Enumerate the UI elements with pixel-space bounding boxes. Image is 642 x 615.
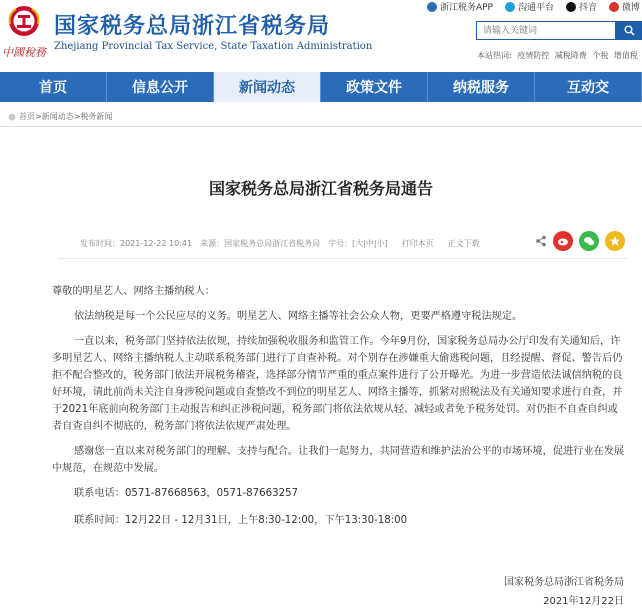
toplink-chat[interactable]: 沟通平台 xyxy=(505,0,554,13)
top-links xyxy=(427,0,640,13)
logo-script: 中國稅務 xyxy=(2,46,46,59)
home-icon xyxy=(8,113,16,121)
paragraph: 感谢您一直以来对税务部门的理解、支持与配合。让我们一起努力，共同营造和维护法治公平的市场环境，促进行业在发展中规范，在规范中发展。 xyxy=(52,446,625,474)
share-icon[interactable] xyxy=(535,235,547,247)
nav-interaction[interactable]: 互动交 xyxy=(535,72,642,102)
article-title: 国家税务总局浙江省税务局通告 xyxy=(208,179,433,198)
weibo-icon xyxy=(609,2,619,12)
article-source: 来源：国家税务总局浙江省税务局 xyxy=(200,239,321,248)
site-title[interactable]: 国家税务总局浙江省税务局 xyxy=(54,14,331,39)
nav-home[interactable]: 首页 xyxy=(0,72,107,102)
hot-words: 本站热词: 疫情防控 减税降费 个税 增值税 xyxy=(477,51,638,60)
sign-org: 国家税务总局浙江省税务局 xyxy=(504,577,624,588)
toplink-tiktok[interactable]: 抖音 xyxy=(566,0,597,13)
wechat-share-icon[interactable] xyxy=(579,231,599,251)
hotword-link[interactable]: 疫情防控 xyxy=(517,51,550,60)
breadcrumb xyxy=(8,111,112,122)
contact-hours: 联系时间：12月22日 - 12月31日，上午8:30-12:00，下午13:30-18:00 xyxy=(74,515,408,526)
search-button[interactable] xyxy=(616,21,642,40)
site-header xyxy=(0,0,642,72)
hotword-link[interactable]: 增值税 xyxy=(613,51,638,60)
paragraph: 依法纳税是每一个公民应尽的义务。明星艺人、网络主播等社会公众人物，更要严格遵守税法规定。 xyxy=(74,311,523,322)
breadcrumb-path[interactable]: 首页>新闻动态>税务新闻 xyxy=(19,112,113,121)
breadcrumb-divider xyxy=(0,126,642,127)
toplink-app[interactable]: 浙江税务APP xyxy=(427,0,493,13)
sign-date: 2021年12月22日 xyxy=(543,596,624,607)
search-icon xyxy=(624,25,635,36)
hotword-link[interactable]: 个税 xyxy=(592,51,609,60)
article-body xyxy=(52,283,628,539)
contact-phone: 联系电话：0571-87668563，0571-87663257 xyxy=(74,488,299,499)
search-bar xyxy=(476,21,642,40)
fontsize-label: 字号：[大|中|小] xyxy=(328,239,388,248)
font-size-big[interactable]: 大 xyxy=(355,239,364,248)
app-icon xyxy=(427,2,437,12)
tiktok-icon xyxy=(566,2,576,12)
nav-tax-service[interactable]: 纳税服务 xyxy=(428,72,535,102)
meta-divider xyxy=(58,258,628,259)
font-size-mid[interactable]: 中 xyxy=(365,239,374,248)
signature xyxy=(504,573,624,611)
site-subtitle: Zhejiang Provincial Tax Service, State Taxation Administration xyxy=(54,41,373,52)
toplink-weibo[interactable]: 微博 xyxy=(609,0,640,13)
nav-policy[interactable]: 政策文件 xyxy=(321,72,428,102)
article-meta xyxy=(80,238,480,249)
hotword-link[interactable]: 减税降费 xyxy=(554,51,587,60)
search-input[interactable] xyxy=(476,21,616,40)
paragraph: 一直以来，税务部门坚持依法依规，持续加强税收服务和监管工作。今年9月份，国家税务总局办公厅印发有关通知后，许多明星艺人、网络主播纳税人主动联系税务部门进行了自查补税。对个别存在涉嫌重大偷逃税问题，且经提醒、督促、警告后仍拒不配合整改的，税务部门依法开展税务稽查，选择部分情节严重的重点案件进行了公开曝光。为进一步营造依法诚信纳税的良好环境，请此前尚未关注自身涉税问题或自查整改不到位的明星艺人、网络主播等，抓紧对照税法及有关通知要求进行自查，并于2021年底前向税务部门主动报告和纠正涉税问题，税务部门将依法依规从轻、减轻或者免予税务处罚。对仍拒不自查自纠或者自查自纠不彻底的，税务部门将依法依规严肃处理。 xyxy=(52,336,623,432)
publish-time: 发布时间：2021-12-22 10:41 xyxy=(80,239,193,248)
share-bar xyxy=(535,231,625,251)
greeting: 尊敬的明星艺人、网络主播纳税人： xyxy=(52,286,215,297)
download-link[interactable]: 正文下载 xyxy=(447,239,480,248)
nav-info-disclosure[interactable]: 信息公开 xyxy=(107,72,214,102)
chat-icon xyxy=(505,2,515,12)
weibo-share-icon[interactable] xyxy=(553,231,573,251)
tax-emblem-icon[interactable] xyxy=(6,4,42,38)
font-size-small[interactable]: 小 xyxy=(376,239,385,248)
qzone-share-icon[interactable] xyxy=(605,231,625,251)
main-nav xyxy=(0,72,642,102)
print-link[interactable]: 打印本页 xyxy=(401,239,434,248)
nav-news[interactable]: 新闻动态 xyxy=(214,72,321,102)
